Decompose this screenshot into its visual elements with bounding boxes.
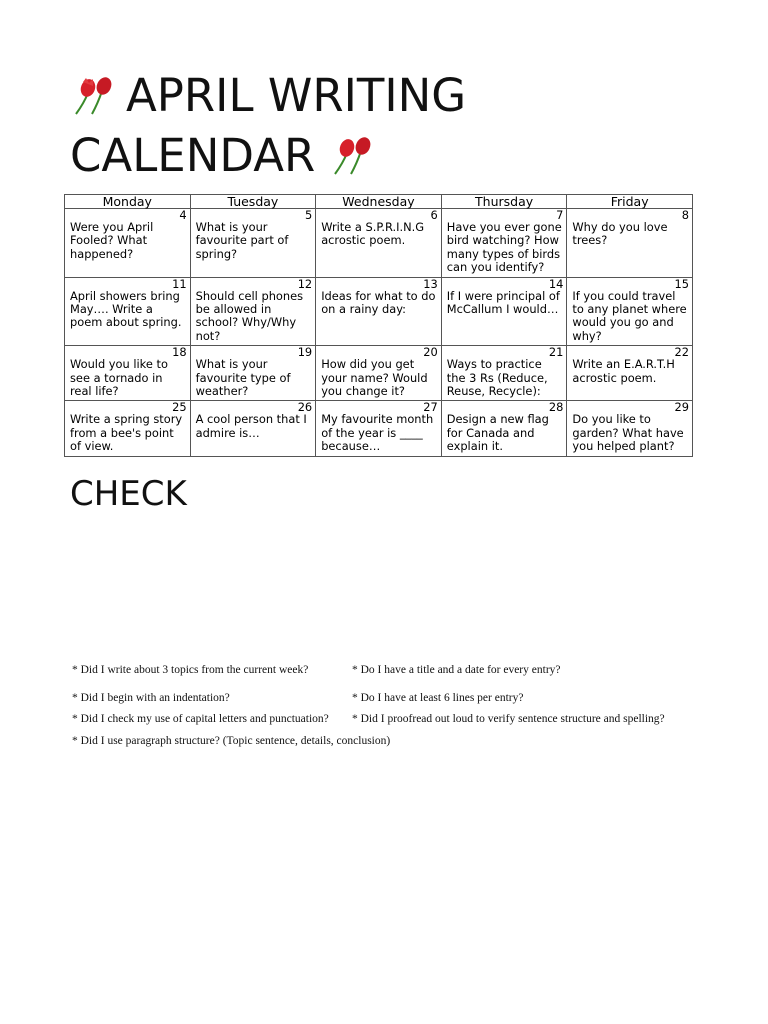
header-thursday: Thursday (441, 195, 567, 209)
calendar-cell (316, 346, 442, 401)
day-number: 5 (304, 208, 313, 222)
writing-prompt: Write an E.A.R.T.H acrostic poem. (572, 357, 675, 385)
header-friday: Friday (567, 195, 693, 209)
writing-prompt: What is your favourite part of spring? (195, 220, 289, 261)
day-number: 6 (430, 208, 438, 222)
calendar-cell (65, 209, 191, 278)
calendar-cell (441, 209, 567, 278)
writing-prompt: Would you like to see a tornado in real life? (70, 357, 168, 399)
writing-prompt: Write a spring story from a bee's point of view. (70, 412, 183, 454)
calendar-cell (190, 277, 316, 346)
header-monday: Monday (65, 195, 191, 209)
day-number: 26 (297, 400, 313, 415)
day-number: 14 (548, 276, 564, 291)
calendar-cell (190, 209, 316, 278)
tulip-icon (70, 77, 116, 115)
calendar-cell (567, 277, 693, 346)
checklist-item: * Did I begin with an indentation? (72, 692, 230, 704)
calendar-week-row (65, 277, 693, 346)
checklist-item: * Do I have a title and a date for every entry? (352, 664, 561, 676)
calendar-cell (316, 209, 442, 278)
calendar-week-row (65, 346, 693, 401)
day-number: 20 (423, 345, 438, 360)
calendar-cell (190, 346, 316, 401)
day-number: 29 (674, 400, 689, 415)
checklist-item: * Did I write about 3 topics from the current week? (72, 664, 309, 676)
calendar-cell (441, 401, 567, 456)
checklist-item: * Did I proofread out loud to verify sentence structure and spelling? (352, 713, 665, 725)
writing-prompt: Ideas for what to do on a rainy day: (321, 288, 436, 317)
day-number: 25 (172, 400, 187, 415)
day-number: 12 (297, 276, 313, 291)
checklist-item: * Did I check my use of capital letters and punctuation? (72, 713, 329, 725)
writing-calendar-table (64, 194, 693, 457)
calendar-cell (316, 401, 442, 456)
calendar-cell (316, 277, 442, 346)
page-title (70, 66, 710, 186)
day-number: 8 (681, 208, 689, 222)
title-line-2: CALENDAR (70, 129, 316, 182)
writing-prompt: April showers bring May…. Write a poem about spring. (70, 288, 182, 330)
day-number: 27 (423, 400, 438, 415)
calendar-week-row (65, 401, 693, 456)
header-wednesday: Wednesday (316, 195, 442, 209)
day-number: 15 (674, 276, 689, 291)
checklist-item: * Did I use paragraph structure? (Topic sentence, details, conclusion) (72, 735, 391, 747)
writing-prompt: A cool person that I admire is… (195, 412, 307, 440)
writing-prompt: Were you April Fooled? What happened? (70, 220, 154, 261)
writing-prompt: How did you get your name? Would you change it? (321, 357, 428, 399)
calendar-cell (441, 346, 567, 401)
day-number: 4 (179, 208, 187, 222)
day-number: 22 (674, 345, 689, 360)
checklist-item: * Do I have at least 6 lines per entry? (352, 692, 524, 704)
writing-prompt: Should cell phones be allowed in school? Why/Why not? (195, 288, 304, 343)
day-number: 21 (548, 345, 564, 360)
calendar-header-row (65, 195, 693, 209)
writing-prompt: Write a S.P.R.I.N.G acrostic poem. (321, 220, 425, 248)
calendar-cell (65, 401, 191, 456)
writing-prompt: If you could travel to any planet where would you go and why? (572, 288, 687, 343)
calendar-cell (441, 277, 567, 346)
day-number: 19 (297, 345, 313, 360)
day-number: 7 (556, 208, 564, 222)
check-heading: CHECK (70, 474, 187, 514)
calendar-cell (567, 401, 693, 456)
writing-prompt: My favourite month of the year is ____ because… (321, 412, 434, 454)
day-number: 13 (423, 276, 438, 291)
calendar-cell (65, 346, 191, 401)
writing-prompt: What is your favourite type of weather? (195, 357, 291, 399)
header-tuesday: Tuesday (190, 195, 316, 209)
calendar-cell (567, 209, 693, 278)
writing-prompt: Have you ever gone bird watching? How many types of birds can you identify? (446, 220, 562, 275)
writing-prompt: Do you like to garden? What have you helped plant? (572, 412, 684, 454)
tulip-icon (329, 137, 375, 175)
day-number: 18 (172, 345, 187, 360)
day-number: 11 (172, 276, 187, 291)
writing-prompt: Ways to practice the 3 Rs (Reduce, Reuse, Recycle): (446, 357, 548, 399)
writing-prompt: Design a new flag for Canada and explain it. (446, 412, 549, 454)
writing-prompt: If I were principal of McCallum I would… (446, 288, 560, 317)
title-line-1: APRIL WRITING (126, 69, 467, 122)
calendar-cell (567, 346, 693, 401)
calendar-cell (65, 277, 191, 346)
writing-prompt: Why do you love trees? (572, 220, 668, 248)
calendar-cell (190, 401, 316, 456)
calendar-week-row (65, 209, 693, 278)
day-number: 28 (548, 400, 564, 415)
